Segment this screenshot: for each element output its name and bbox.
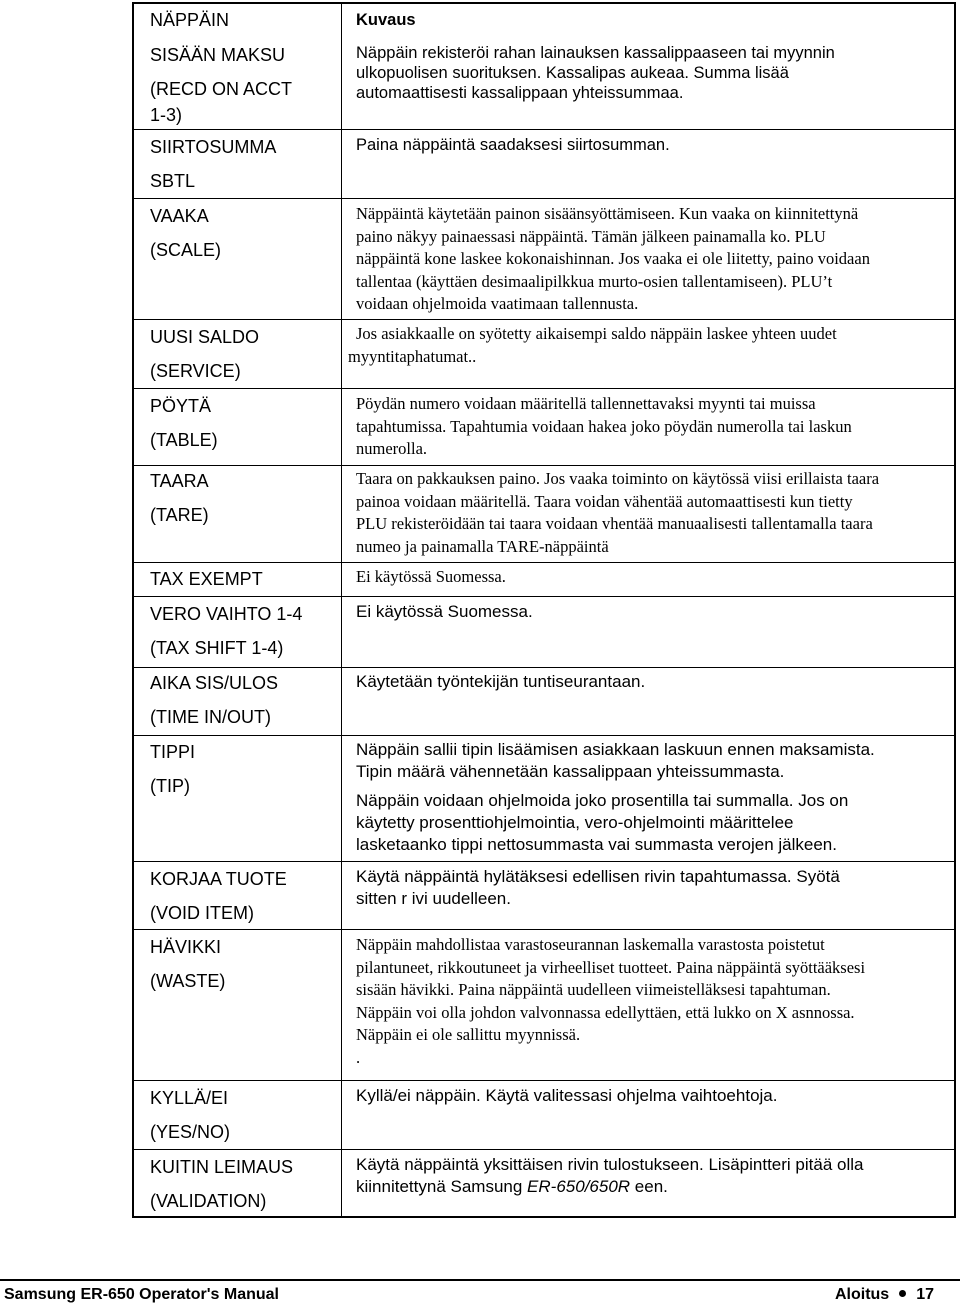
footer-rule [0,1279,960,1281]
row-divider [132,735,956,736]
model-name: ER-650/650R [527,1177,631,1196]
key-description: Jos asiakkaalle on syötetty aikaisempi saldo näppäin laskee yhteen uudet myyntitaphatumat.. [348,324,837,366]
key-name: TAX EXEMPT [150,569,263,589]
row-divider [132,1080,956,1081]
key-name: UUSI SALDO (SERVICE) [150,327,260,381]
key-name: KUITIN LEIMAUS (VALIDATION) [150,1157,294,1211]
key-description: Ei käytössä Suomessa. [356,567,506,586]
row-divider [132,596,956,597]
row-divider [132,388,956,389]
page-number: 17 [916,1286,934,1303]
key-description: Käytetään työntekijän tuntiseurantaan. [356,672,646,691]
row-divider [132,1149,956,1150]
key-description: Näppäintä käytetään painon sisäänsyöttämiseen. Kun vaaka on kiinnitettynä paino näkyy painaessasi näppäintä. Tämän jälkeen painamalla ko. PLU näppäintä kone laskee kokonaishinnan. Jos vaaka ei ole liitetty, paino voidaan tallentaa (käyttäen desimaalipilkkua murto-osien tallentamiseen). PLU’t voidaan ohjelmoida vaatimaan tallennusta. [356,204,870,313]
row-divider [132,198,956,199]
key-description: Näppäin rekisteröi rahan lainauksen kassalippaaseen tai myynnin ulkopuolisen suorituksen. Kassalipas aukeaa. Summa lisää automaattisesti kassalippaan yhteissummaa. [356,44,835,102]
key-description: Käytä näppäintä hylätäksesi edellisen rivin tapahtumassa. Syötä sitten r ivi uudelleen. [356,867,840,908]
key-name: VERO VAIHTO 1-4 (TAX SHIFT 1-4) [150,604,303,658]
key-name: AIKA SIS/ULOS (TIME IN/OUT) [150,673,279,727]
bullet-icon [899,1290,906,1297]
key-description: Pöydän numero voidaan määritellä tallennettavaksi myynti tai muissa tapahtumissa. Tapahtumia voidaan hakea joko pöydän numerolla tai laskun numerolla. [356,394,852,458]
row-divider [132,861,956,862]
key-name: TAARA (TARE) [150,471,209,525]
key-name: KORJAA TUOTE (VOID ITEM) [150,869,287,923]
key-description: Paina näppäintä saadaksesi siirtosumman. [356,136,670,154]
key-name: SISÄÄN MAKSU (RECD ON ACCT 1-3) [150,45,293,125]
footer-page-info [835,1286,934,1304]
key-name: VAAKA (SCALE) [150,206,222,260]
key-name: HÄVIKKI (WASTE) [150,937,226,991]
row-divider [132,319,956,320]
key-description: Kyllä/ei näppäin. Käytä valitessasi ohjelma vaihtoehtoja. [356,1086,778,1105]
key-column-header: NÄPPÄIN [150,10,230,30]
key-name: TIPPI (TIP) [150,742,196,796]
key-description: Taara on pakkauksen paino. Jos vaaka toiminto on käytössä viisi erillaista taara painoa voidaan määritellä. Taara voidan vähentää automaattisesti kun tietty PLU rekisteröidään tai taara voidaan vhentää manuaalisesti tallentamalla taara numeo ja painamalla TARE-näppäintä [356,469,880,556]
key-description: Näppäin mahdollistaa varastoseurannan laskemalla varastosta poistetut pilantuneet, rikkoutuneet ja virheelliset tuotteet. Paina näppäintä syöttääksesi sisään hävikki. Paina näppäintä uudelleen viimeistelläksesi tapahtuman. Näppäin voi olla johdon valvonnassa edellyttäen, että lukko on X asnnossa. Näppäin ei ole sallittu myynnissä. . [356,935,866,1067]
row-divider [132,929,956,930]
column-divider [341,2,342,1218]
key-description: Ei käytössä Suomessa. [356,602,533,621]
row-divider [132,562,956,563]
key-description: Näppäin sallii tipin lisäämisen asiakkaan laskuun ennen maksamista. Tipin määrä vähennetään kassalippaan yhteissummasta. Näppäin voidaan ohjelmoida joko prosentilla tai summalla. Jos on käytetty prosenttiohjelmointia, vero-ohjelmointi määrittelee lasketaanko tippi nettosummasta vai summasta verojen jälkeen. [356,740,875,854]
key-description: Käytä näppäintä yksittäisen rivin tulostukseen. Lisäpintteri pitää olla kiinnitettynä Samsung ER-650/650R een. [356,1155,864,1196]
row-divider [132,129,956,130]
description-column-header: Kuvaus [356,11,416,29]
key-name: SIIRTOSUMMA SBTL [150,137,277,191]
key-name: KYLLÄ/EI (YES/NO) [150,1088,231,1142]
footer-manual-title: Samsung ER-650 Operator's Manual [4,1286,279,1303]
row-divider [132,667,956,668]
footer-section: Aloitus [834,1286,890,1303]
row-divider [132,465,956,466]
key-name: PÖYTÄ (TABLE) [150,396,218,450]
